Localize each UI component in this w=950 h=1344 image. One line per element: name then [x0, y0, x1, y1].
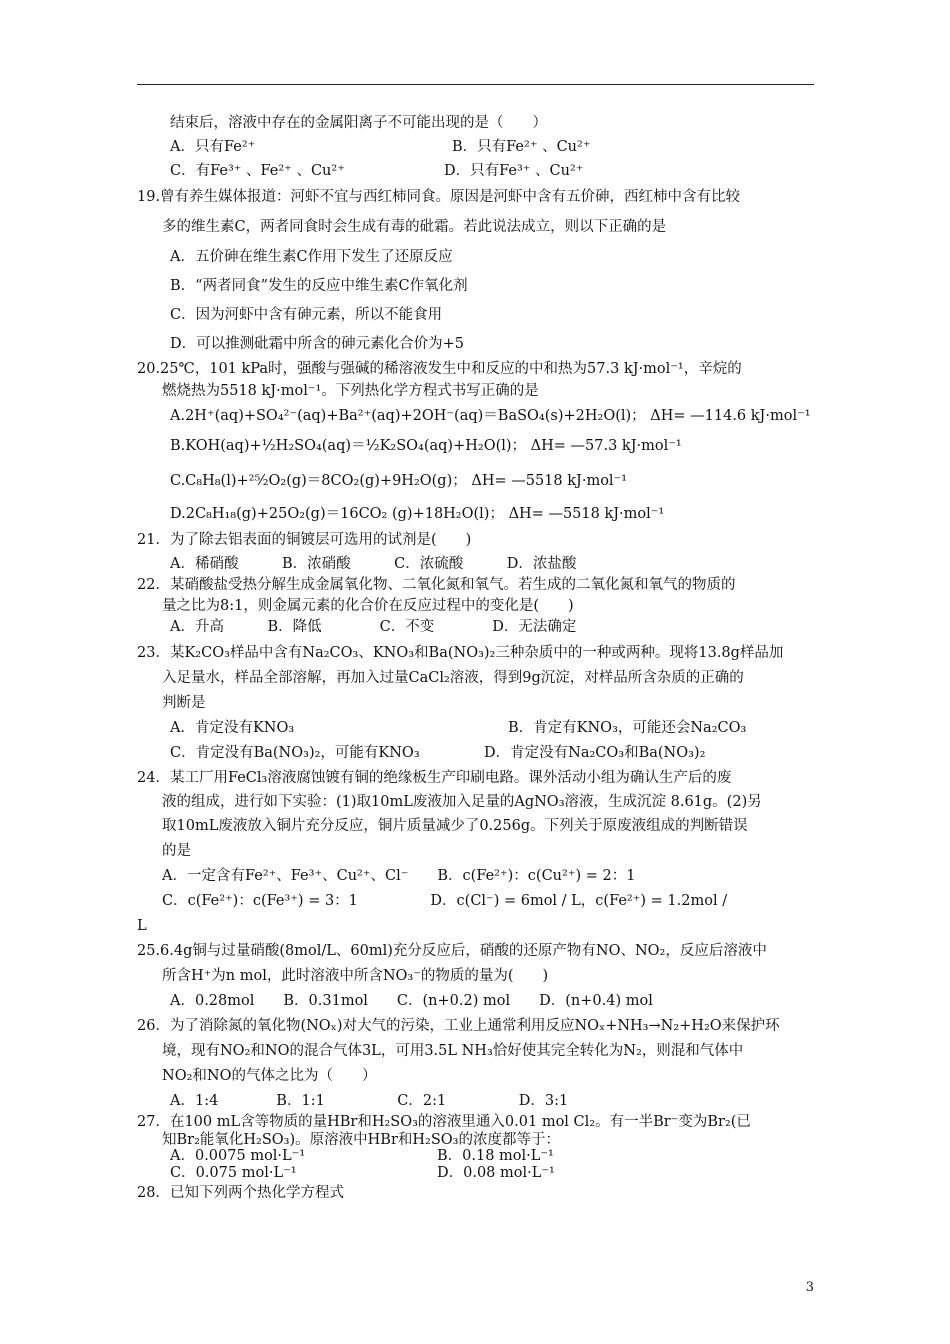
- text-line: 判断是: [162, 695, 206, 711]
- text-line: 21．为了除去铝表面的铜镀层可选用的试剂是( ): [137, 532, 472, 548]
- text-line: A．0.0075 mol·L⁻¹: [170, 1148, 306, 1164]
- text-line: 27．在100 mL含等物质的量HBr和H₂SO₃的溶液里通入0.01 mol Cl₂。有一半Br⁻变为Br₂(已: [137, 1114, 751, 1130]
- text-line: 液的组成，进行如下实验：(1)取10mL废液加入足量的AgNO₃溶液，生成沉淀 8.61g。(2)另: [162, 794, 762, 810]
- text-line: 取10mL废液放入铜片充分反应，铜片质量减少了0.256g。下列关于原废液组成的判断错误: [162, 818, 748, 834]
- text-line: C．肯定没有Ba(NO₃)₂，可能有KNO₃: [170, 745, 420, 761]
- text-line: C．因为河虾中含有砷元素，所以不能食用: [170, 307, 443, 323]
- header-rule: [137, 84, 814, 85]
- text-line: B．肯定有KNO₃，可能还会Na₂CO₃: [508, 720, 747, 736]
- text-line: L: [137, 918, 147, 934]
- text-line: D．只有Fe³⁺ 、Cu²⁺: [444, 163, 584, 179]
- text-line: 20.25℃，101 kPa时，强酸与强碱的稀溶液发生中和反应的中和热为57.3 kJ·mol⁻¹，辛烷的: [137, 361, 742, 377]
- text-line: A．0.28mol B．0.31mol C．(n+0.2) mol D．(n+0.4) mol: [170, 993, 653, 1009]
- text-line: C．c(Fe²⁺)：c(Fe³⁺) = 3：1 D．c(Cl⁻) = 6mol / L，c(Fe²⁺) = 1.2mol /: [162, 893, 728, 909]
- text-line: 23．某K₂CO₃样品中含有Na₂CO₃、KNO₃和Ba(NO₃)₂三种杂质中的一种或两种。现将13.8g样品加: [137, 645, 784, 661]
- text-line: A．肯定没有KNO₃: [170, 720, 295, 736]
- text-line: B.KOH(aq)+½H₂SO₄(aq)＝½K₂SO₄(aq)+H₂O(l)； ΔH= —57.3 kJ·mol⁻¹: [170, 438, 682, 454]
- text-line: A．稀硝酸 B．浓硝酸 C．浓硫酸 D．浓盐酸: [170, 556, 577, 572]
- text-line: B．只有Fe²⁺ 、Cu²⁺: [452, 139, 591, 155]
- text-line: 28．已知下列两个热化学方程式: [137, 1185, 344, 1201]
- text-line: B．0.18 mol·L⁻¹: [437, 1148, 554, 1164]
- text-line: 多的维生素C，两者同食时会生成有毒的砒霜。若此说法成立，则以下正确的是: [162, 219, 667, 235]
- text-line: D．可以推测砒霜中所含的砷元素化合价为+5: [170, 336, 464, 352]
- text-line: A．一定含有Fe²⁺、Fe³⁺、Cu²⁺、Cl⁻ B．c(Fe²⁺)：c(Cu²⁺) = 2：1: [162, 868, 636, 884]
- text-line: 量之比为8:1，则金属元素的化合价在反应过程中的变化是( ): [162, 598, 574, 614]
- text-line: D．肯定没有Na₂CO₃和Ba(NO₃)₂: [484, 745, 706, 761]
- text-line: A．五价砷在维生素C作用下发生了还原反应: [170, 249, 453, 265]
- page-number: 3: [805, 1280, 814, 1295]
- text-line: 所含H⁺为n mol，此时溶液中所含NO₃⁻的物质的量为( ): [162, 968, 549, 984]
- text-line: D.2C₈H₁₈(g)+25O₂(g)＝16CO₂ (g)+18H₂O(l)； ΔH= —5518 kJ·mol⁻¹: [170, 506, 665, 522]
- text-line: A.2H⁺(aq)+SO₄²⁻(aq)+Ba²⁺(aq)+2OH⁻(aq)＝BaSO₄(s)+2H₂O(l)； ΔH= —114.6 kJ·mol⁻¹: [170, 408, 811, 424]
- text-line: 燃烧热为5518 kJ·mol⁻¹。下列热化学方程式书写正确的是: [162, 383, 539, 399]
- text-line: 的是: [162, 843, 191, 859]
- text-line: 22．某硝酸盐受热分解生成金属氧化物、二氧化氮和氧气。若生成的二氧化氮和氧气的物质的: [137, 577, 736, 593]
- text-line: A．只有Fe²⁺: [170, 139, 256, 155]
- text-line: 24．某工厂用FeCl₃溶液腐蚀镀有铜的绝缘板生产印刷电路。课外活动小组为确认生产后的废: [137, 770, 732, 786]
- text-line: C.C₈H₈(l)+²⁵⁄₂O₂(g)＝8CO₂(g)+9H₂O(g)； ΔH= —5518 kJ·mol⁻¹: [170, 473, 628, 489]
- text-line: B．“两者同食”发生的反应中维生素C作氧化剂: [170, 278, 468, 294]
- text-line: 26．为了消除氮的氧化物(NOₓ)对大气的污染，工业上通常利用反应NOₓ+NH₃→N₂+H₂O来保护环: [137, 1018, 780, 1034]
- text-line: A．1:4 B．1:1 C．2:1 D．3:1: [170, 1093, 569, 1109]
- text-line: NO₂和NO的气体之比为（ ）: [162, 1068, 377, 1084]
- text-line: 入足量水，样品全部溶解，再加入过量CaCl₂溶液，得到9g沉淀，对样品所含杂质的正确的: [162, 670, 744, 686]
- text-line: C．0.075 mol·L⁻¹: [170, 1165, 297, 1181]
- text-line: 知Br₂能氧化H₂SO₃)。原溶液中HBr和H₂SO₃的浓度都等于：: [162, 1132, 560, 1148]
- text-line: D．0.08 mol·L⁻¹: [437, 1165, 555, 1181]
- text-line: 结束后，溶液中存在的金属阳离子不可能出现的是（ ）: [170, 115, 547, 131]
- text-line: C．有Fe³⁺ 、Fe²⁺ 、Cu²⁺: [170, 163, 345, 179]
- text-line: 境，现有NO₂和NO的混合气体3L，可用3.5L NH₃恰好使其完全转化为N₂，则混和气体中: [162, 1043, 744, 1059]
- text-line: A．升高 B．降低 C．不变 D．无法确定: [170, 619, 577, 635]
- text-line: 19.曾有养生媒体报道：河虾不宜与西红柿同食。原因是河虾中含有五价砷，西红柿中含有比较: [137, 189, 741, 205]
- text-line: 25.6.4g铜与过量硝酸(8mol/L、60ml)充分反应后，硝酸的还原产物有NO、NO₂，反应后溶液中: [137, 943, 767, 959]
